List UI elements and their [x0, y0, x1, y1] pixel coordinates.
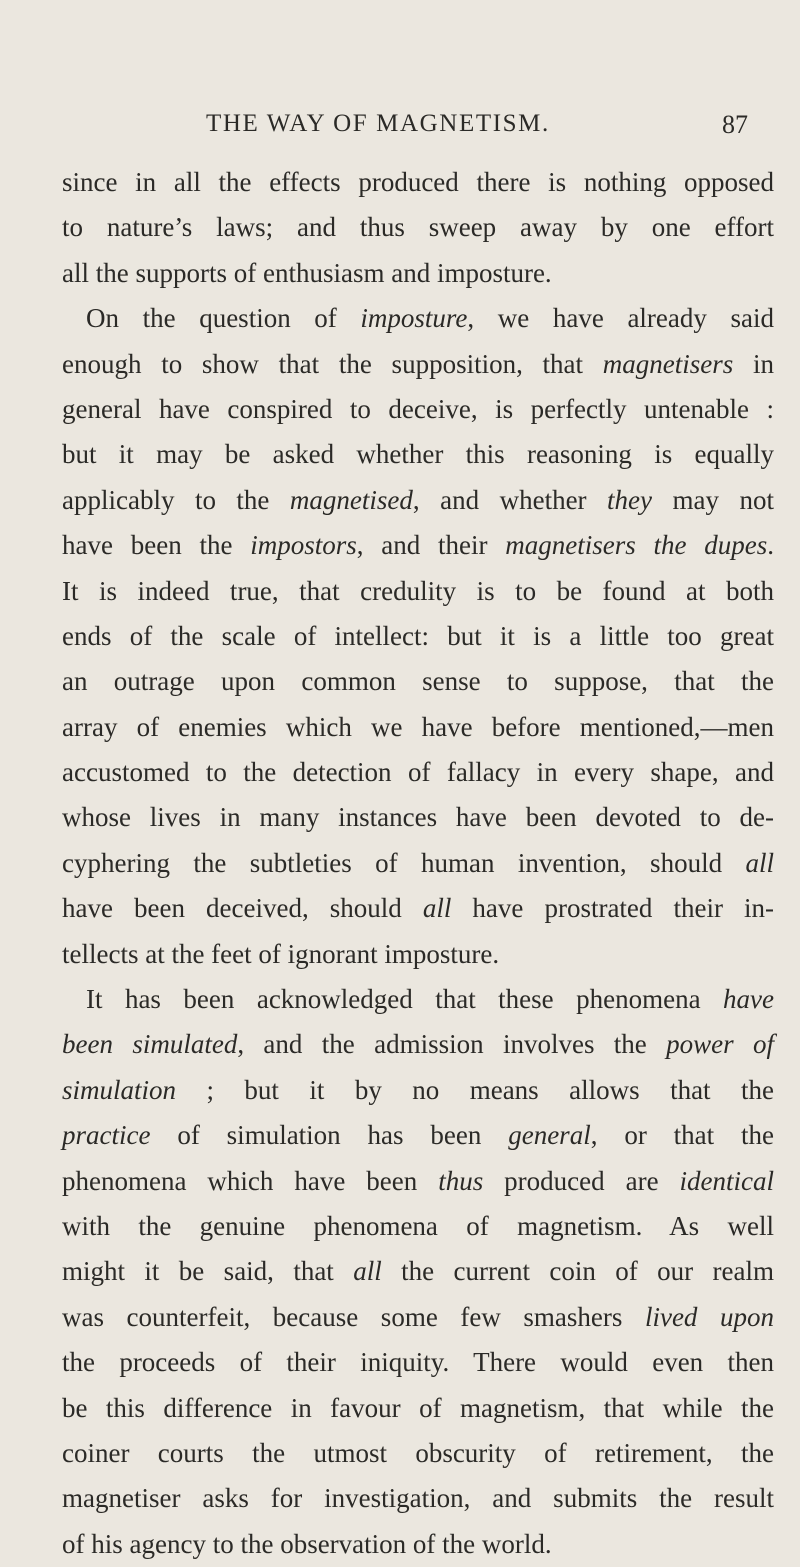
text-run: be this difference in favour of magnetism, that while the: [62, 1392, 774, 1423]
text-run: applicably to the: [62, 484, 290, 515]
italic-text: identical: [679, 1165, 774, 1196]
text-line: [62, 1022, 774, 1067]
italic-text: magnetisers the dupes: [505, 530, 768, 561]
text-run: since in all the effects produced there is nothing opposed: [62, 167, 774, 197]
text-line: [62, 886, 774, 931]
text-run: ends of the scale of intellect: but it is a little too great: [62, 620, 774, 651]
text-run: but it may be asked whether this reasoning is equally: [62, 439, 774, 470]
running-head: THE WAY OF MAGNETISM.: [206, 110, 550, 137]
text-line: [62, 478, 774, 523]
text-line: [62, 296, 774, 341]
text-line: [62, 614, 774, 659]
text-run: , and their: [356, 530, 506, 561]
text-run: On the question of: [86, 303, 361, 334]
text-line: [62, 750, 774, 795]
text-line: [62, 841, 774, 886]
text-run: the proceeds of their iniquity. There would even then: [62, 1347, 774, 1378]
paragraph: [62, 296, 774, 977]
text-run: phenomena which have been: [62, 1165, 439, 1196]
text-run: , we have already said: [467, 303, 774, 334]
italic-text: have: [723, 984, 774, 1015]
italic-text: all: [745, 847, 774, 878]
italic-text: lived upon: [644, 1301, 774, 1332]
text-run: to nature’s laws; and thus sweep away by one effort: [62, 212, 774, 243]
text-line: [62, 205, 774, 250]
italic-text: magnetised: [289, 484, 413, 515]
text-run: It is indeed true, that credulity is to be found at both: [62, 575, 774, 606]
text-run: of his agency to the observation of the world.: [62, 1528, 552, 1559]
text-run: an outrage upon common sense to suppose, that the: [62, 666, 774, 697]
text-run: produced are: [483, 1165, 680, 1196]
italic-text: power of: [666, 1029, 774, 1060]
text-line: [62, 1159, 774, 1204]
text-line: [62, 1340, 774, 1385]
page-header: [0, 110, 800, 150]
italic-text: been simulated: [62, 1029, 238, 1060]
text-run: .: [767, 530, 775, 561]
text-line: [62, 705, 774, 750]
paragraph: [62, 977, 774, 1567]
text-run: array of enemies which we have before mentioned,—men: [62, 711, 774, 742]
italic-text: practice: [62, 1120, 151, 1151]
italic-text: imposture: [360, 303, 468, 334]
italic-text: they: [607, 484, 653, 515]
italic-text: simulation: [62, 1074, 177, 1105]
text-run: , or that the: [590, 1120, 774, 1151]
italic-text: all: [422, 893, 452, 924]
paragraph: [62, 160, 774, 296]
italic-text: magnetisers: [602, 348, 734, 379]
text-line: [62, 251, 774, 296]
text-line: [62, 1476, 774, 1521]
text-line: [62, 659, 774, 704]
text-line: [62, 1113, 774, 1158]
text-run: might it be said, that: [62, 1256, 354, 1287]
text-line: [62, 160, 774, 205]
text-run: all the supports of enthusiasm and imposture.: [62, 257, 552, 288]
text-run: was counterfeit, because some few smashers: [62, 1301, 645, 1332]
italic-text: general: [508, 1120, 591, 1151]
text-run: enough to show that the supposition, that: [62, 348, 603, 379]
text-run: have prostrated their in-: [451, 893, 774, 924]
text-line: [62, 432, 774, 477]
text-run: the current coin of our realm: [381, 1256, 774, 1287]
text-line: [62, 1522, 774, 1567]
italic-text: all: [353, 1256, 382, 1287]
text-line: [62, 1431, 774, 1476]
text-line: [62, 523, 774, 568]
italic-text: impostors: [250, 530, 357, 561]
text-run: in: [733, 348, 774, 379]
text-run: have been deceived, should: [62, 893, 423, 924]
text-run: cyphering the subtleties of human invention, should: [62, 847, 746, 878]
text-line: [62, 977, 774, 1022]
text-line: [62, 795, 774, 840]
text-run: have been the: [62, 530, 251, 561]
text-run: , and the admission involves the: [237, 1029, 667, 1060]
text-line: [62, 1068, 774, 1113]
text-run: of simulation has been: [150, 1120, 509, 1151]
text-run: It has been acknowledged that these phenomena: [86, 984, 724, 1015]
text-line: [62, 569, 774, 614]
text-run: ; but it by no means allows that the: [176, 1074, 774, 1105]
text-run: with the genuine phenomena of magnetism. As well: [62, 1210, 774, 1241]
text-line: [62, 1204, 774, 1249]
text-run: whose lives in many instances have been devoted to de-: [62, 802, 774, 833]
text-run: general have conspired to deceive, is perfectly untenable :: [62, 393, 774, 424]
text-line: [62, 1386, 774, 1431]
body-text: [62, 160, 774, 1567]
text-run: magnetiser asks for investigation, and submits the result: [62, 1483, 774, 1514]
text-run: , and whether: [412, 484, 608, 515]
text-line: [62, 932, 774, 977]
text-run: may not: [652, 484, 774, 515]
italic-text: thus: [438, 1165, 484, 1196]
text-line: [62, 1249, 774, 1294]
text-run: tellects at the feet of ignorant imposture.: [62, 938, 500, 969]
text-line: [62, 1295, 774, 1340]
text-line: [62, 387, 774, 432]
text-run: accustomed to the detection of fallacy in every shape, and: [62, 757, 774, 788]
text-line: [62, 342, 774, 387]
page-number: 87: [722, 110, 748, 139]
text-run: coiner courts the utmost obscurity of retirement, the: [62, 1437, 774, 1468]
